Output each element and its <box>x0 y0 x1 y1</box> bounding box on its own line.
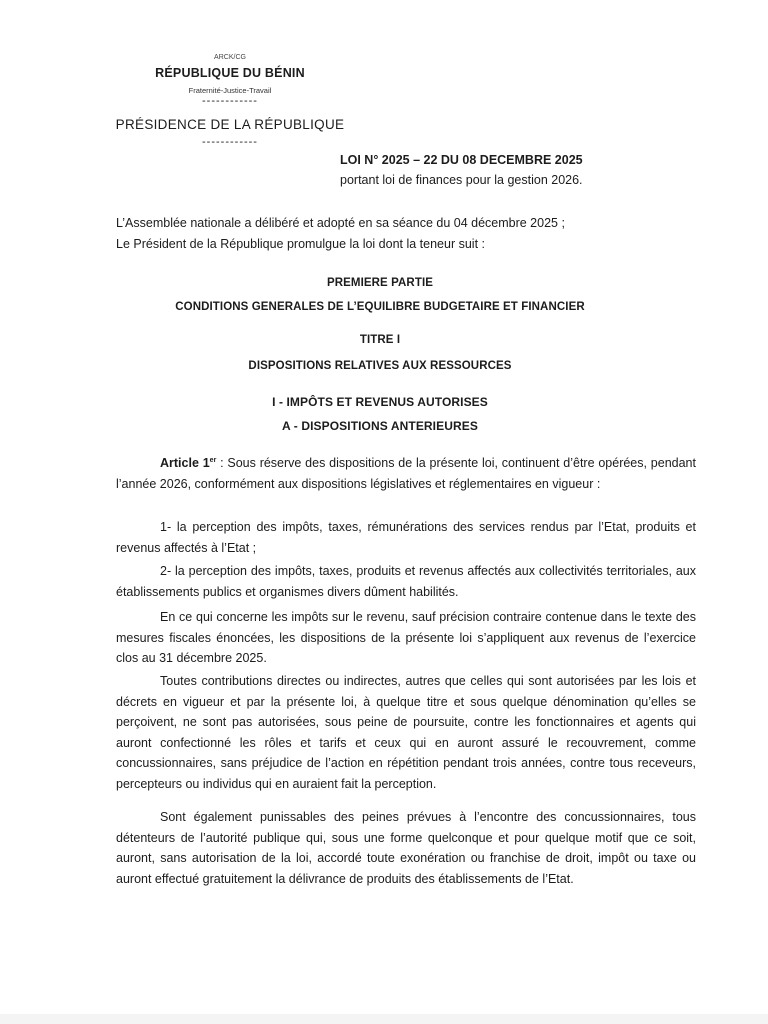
page-bottom-edge <box>0 1014 768 1024</box>
reference-code: ARCK/CG <box>214 54 246 61</box>
section-heading: I - IMPÔTS ET REVENUS AUTORISES <box>272 395 488 409</box>
intro-promulgation: Le Président de la République promulgue la loi dont la teneur suit : <box>116 237 485 251</box>
law-number: LOI N° 2025 – 22 DU 08 DECEMBRE 2025 <box>340 153 583 167</box>
article-1-item-2: 2- la perception des impôts, taxes, produits et revenus affectés aux collectivités territoriales, aux établissements publics et organismes divers dûment habilités. <box>116 564 696 599</box>
intro-adoption: L’Assemblée nationale a délibéré et adopté en sa séance du 04 décembre 2025 ; <box>116 216 565 230</box>
country-name: RÉPUBLIQUE DU BÉNIN <box>155 66 305 80</box>
part-heading: PREMIERE PARTIE <box>326 277 434 289</box>
article-1-paragraph-contributions: Toutes contributions directes ou indirectes, autres que celles qui sont autorisées par les lois et décrets en vigueur et par la présente loi, à quelque titre et sous quelque dénomination qu’elles se perçoivent, ne sont pas autorisées, sous peine de poursuite, contre les fonctionnaires et agents qui auront confectionné les rôles et tarifs et ceux qui en auront assuré le recouvrement, comme concussionnaires, sans préjudice de l’action en répétition pendant trois années, contre tous receveurs, percepteurs ou individus qui en auraient fait la perception. <box>116 674 696 791</box>
header-separator-2: ------------ <box>202 136 258 148</box>
subsection-heading: A - DISPOSITIONS ANTERIEURES <box>282 419 478 433</box>
article-1-intro <box>116 453 696 494</box>
titre-title: DISPOSITIONS RELATIVES AUX RESSOURCES <box>248 360 512 372</box>
presidence-title: PRÉSIDENCE DE LA RÉPUBLIQUE <box>115 117 345 132</box>
national-motto: Fraternité-Justice-Travail <box>188 86 272 95</box>
article-1-paragraph-penalties: Sont également punissables des peines prévues à l’encontre des concussionnaires, tous détenteurs de l’autorité publique qui, sous une forme quelconque et pour quelque motif que ce soit, auront, sans autorisation de la loi, accordé toute exonération ou franchise de droit, impôt ou taxe ou auront effectué gratuitement la délivrance de produits des établissements de l’Etat. <box>116 810 696 886</box>
law-subtitle: portant loi de finances pour la gestion 2026. <box>340 173 583 187</box>
part-title: CONDITIONS GENERALES DE L’EQUILIBRE BUDGETAIRE ET FINANCIER <box>175 301 585 313</box>
article-1-item-1: 1- la perception des impôts, taxes, rémunérations des services rendus par l’Etat, produits et revenus affectés à l’Etat ; <box>116 520 696 555</box>
titre-heading: TITRE I <box>359 334 401 346</box>
article-1-paragraph-revenue: En ce qui concerne les impôts sur le revenu, sauf précision contraire contenue dans le texte des mesures fiscales énoncées, les dispositions de la présente loi s’appliquent aux revenus de l’exercice clos au 31 décembre 2025. <box>116 610 696 665</box>
article-1-text: : Sous réserve des dispositions de la présente loi, continuent d’être opérées, pendant l’année 2026, conformément aux dispositions législatives et réglementaires en vigueur : <box>116 456 696 491</box>
header-separator: ------------ <box>202 95 258 107</box>
article-label: Article 1er <box>160 456 217 470</box>
